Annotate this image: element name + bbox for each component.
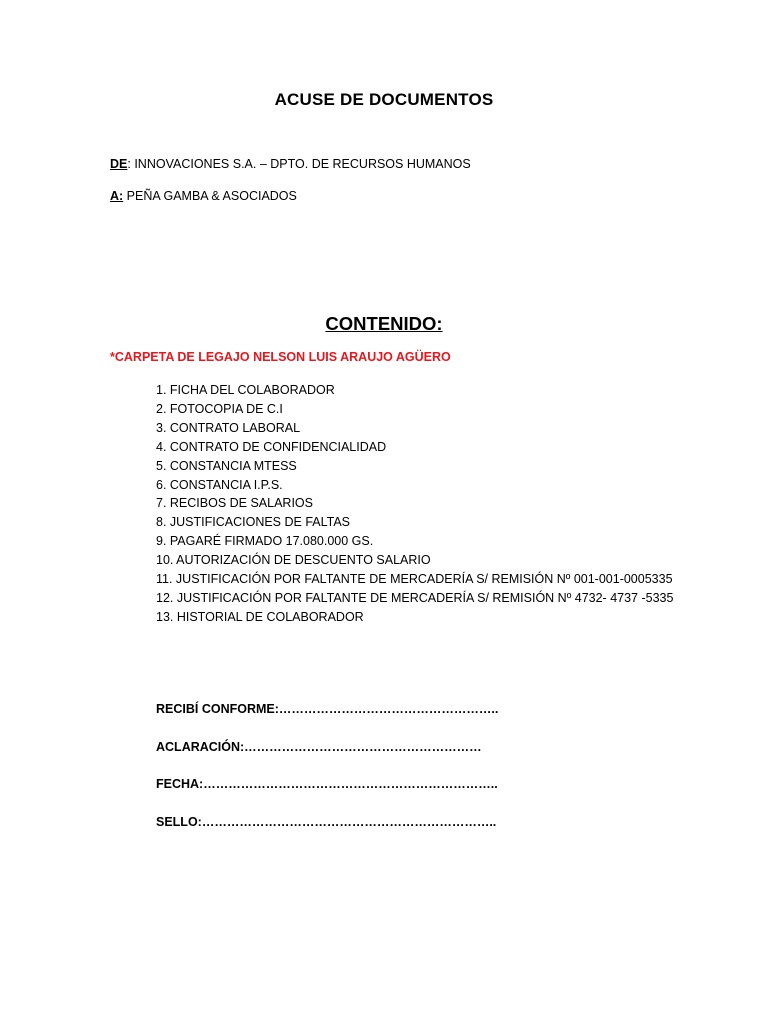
list-item: 8. JUSTIFICACIONES DE FALTAS [156,515,351,530]
list-item: 9. PAGARÉ FIRMADO 17.080.000 GS. [156,534,374,549]
date-field: FECHA:…………………………………………………………….. [156,777,498,791]
clarification-field: ACLARACIÓN:………………………………………………… [156,739,482,754]
list-item: 12. JUSTIFICACIÓN POR FALTANTE DE MERCADERÍA S/ REMISIÓN Nº 4732- 4737 -5335 [156,590,674,605]
list-item: 2. FOTOCOPIA DE C.I [156,401,283,416]
list-item: 13. HISTORIAL DE COLABORADOR [156,609,364,624]
recipient-value: PEÑA GAMBA & ASOCIADOS [123,189,297,203]
stamp-field: SELLO:…………………………………………………………….. [156,814,497,829]
list-item: 11. JUSTIFICACIÓN POR FALTANTE DE MERCADERÍA S/ REMISIÓN Nº 001-001-0005335 [156,572,673,587]
sender-colon: : [127,157,131,171]
contents-heading: CONTENIDO: [325,313,443,334]
document-title: ACUSE DE DOCUMENTOS [274,90,494,109]
sender-label: DE [110,157,128,171]
list-item: 7. RECIBOS DE SALARIOS [156,496,313,511]
recipient-label: A: [110,189,124,203]
list-item: 1. FICHA DEL COLABORADOR [156,383,335,397]
folder-label: *CARPETA DE LEGAJO NELSON LUIS ARAUJO AGÜERO [110,350,451,364]
signature-block [156,702,498,852]
list-item: 6. CONSTANCIA I.P.S. [156,477,283,492]
received-field: RECIBÍ CONFORME:…………………………………………….. [156,702,499,716]
list-item: 3. CONTRATO LABORAL [156,420,301,435]
list-item: 5. CONSTANCIA MTESS [156,458,297,473]
recipient-line [110,189,297,203]
list-item: 4. CONTRATO DE CONFIDENCIALIDAD [156,439,387,454]
sender-value: INNOVACIONES S.A. – DPTO. DE RECURSOS HUMANOS [130,157,471,171]
sender-line [110,157,471,171]
contents-list [156,381,673,627]
list-item: 10. AUTORIZACIÓN DE DESCUENTO SALARIO [156,553,431,568]
